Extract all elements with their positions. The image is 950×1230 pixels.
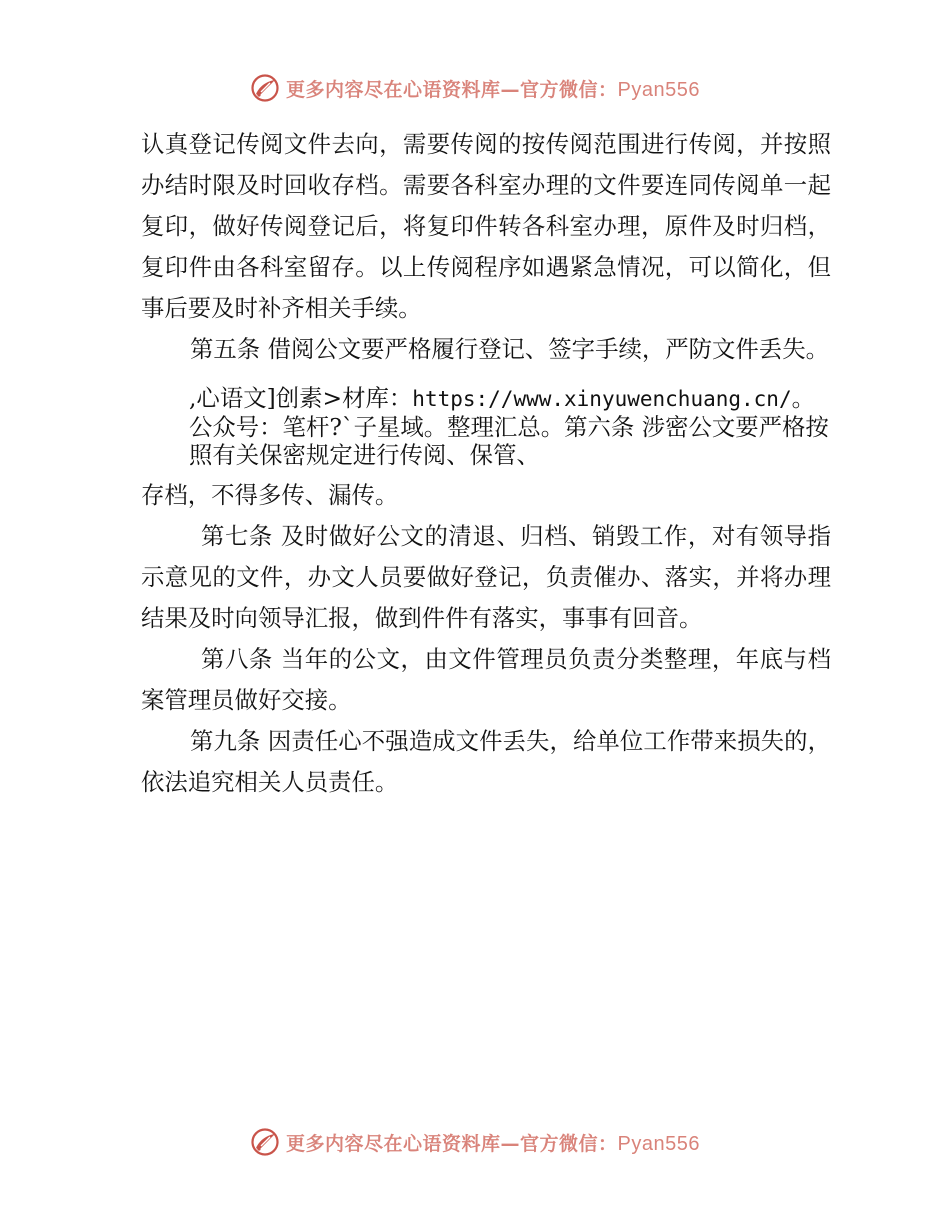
footer-banner-text: 更多内容尽在心语资料库—官方微信：Pyan556 bbox=[286, 1132, 700, 1155]
website-url: https://www.xinyuwenchuang.cn/ bbox=[412, 387, 792, 411]
header-banner-text: 更多内容尽在心语资料库—官方微信：Pyan556 bbox=[286, 78, 700, 101]
pen-logo-icon bbox=[250, 1127, 280, 1157]
paragraph-article-5: 第五条 借阅公文要严格履行登记、签字手续，严防文件丢失。 bbox=[190, 335, 829, 363]
watermark-inserted-text: ,心语文]创素>材库：https://www.xinyuwenchuang.cn/。公众号：笔杆?`子星域。整理汇总。第六条 涉密公文要严格按照有关保密规定进行传阅、保管、 bbox=[189, 384, 829, 469]
pen-logo-icon bbox=[250, 73, 280, 103]
document-body bbox=[141, 124, 831, 803]
paragraph-article-7: 第七条 及时做好公文的清退、归档、销毁工作，对有领导指示意见的文件，办文人员要做好登记，负责催办、落实，并将办理结果及时向领导汇报，做到件件有落实，事事有回音。 bbox=[141, 522, 831, 632]
paragraph-article-9: 第九条 因责任心不强造成文件丢失，给单位工作带来损失的，依法追究相关人员责任。 bbox=[141, 727, 831, 796]
paragraph-article-8: 第八条 当年的公文，由文件管理员负责分类整理，年底与档案管理员做好交接。 bbox=[141, 645, 831, 714]
paragraph-passage-continuation: 认真登记传阅文件去向，需要传阅的按传阅范围进行传阅，并按照办结时限及时回收存档。需要各科室办理的文件要连同传阅单一起复印，做好传阅登记后，将复印件转各科室办理，原件及时归档，复印件由各科室留存。以上传阅程序如遇紧急情况，可以简化，但事后要及时补齐相关手续。 bbox=[141, 130, 831, 322]
paragraph-article-6-end: 存档，不得多传、漏传。 bbox=[141, 481, 399, 509]
footer-banner bbox=[0, 1122, 950, 1162]
header-banner bbox=[0, 68, 950, 108]
